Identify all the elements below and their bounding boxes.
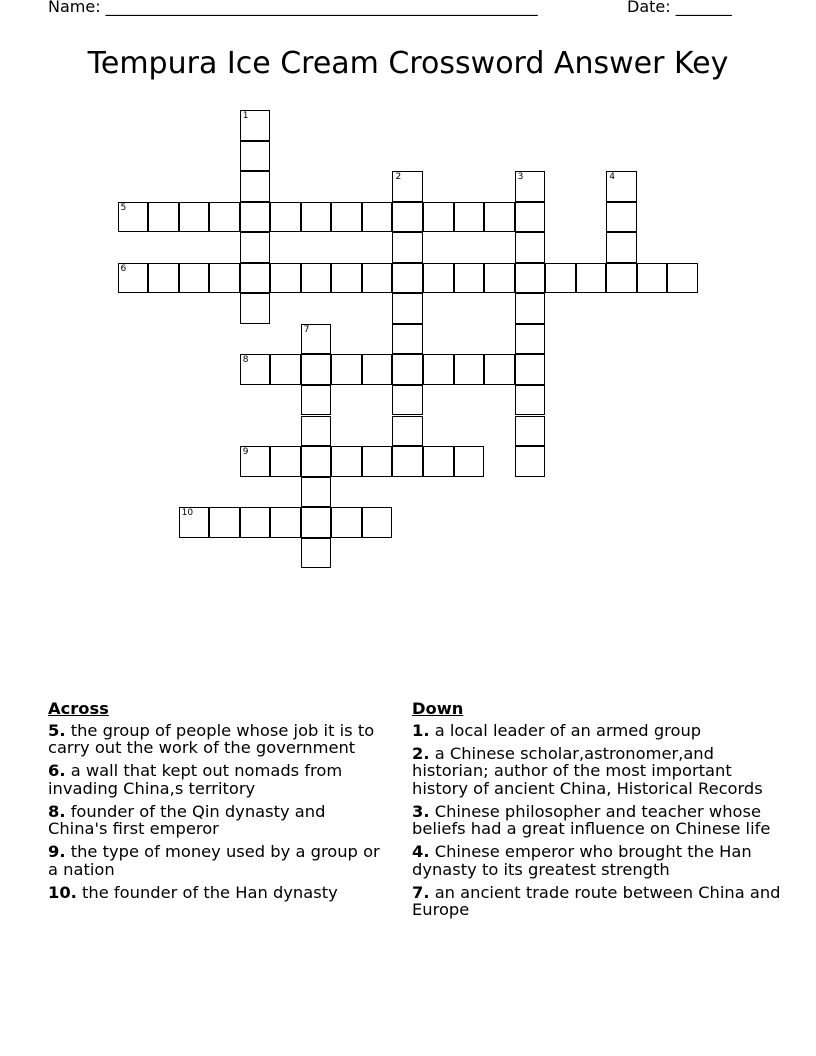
clue-number: 8. <box>48 801 66 821</box>
grid-cell <box>392 202 423 233</box>
grid-cell <box>209 263 240 294</box>
grid-cell <box>331 202 362 233</box>
date-line: Date: _______ <box>627 0 732 16</box>
clue-across-8 <box>48 803 388 838</box>
clue-number: 5. <box>48 720 66 740</box>
grid-cell <box>240 171 271 202</box>
clue-number: 4. <box>412 842 430 861</box>
clue-number: 10. <box>48 882 77 902</box>
name-line: Name: ______________________________________________________ <box>48 0 538 16</box>
cell-number: 4 <box>609 172 616 183</box>
clue-number: 7. <box>412 882 430 902</box>
clue-text: Chinese emperor who brought the Han dynasty to its greatest strength <box>412 842 752 879</box>
grid-cell <box>484 263 515 294</box>
clue-text: the type of money used by a group or a nation <box>48 842 380 879</box>
grid-cell <box>392 263 423 294</box>
grid-cell <box>515 202 546 233</box>
grid-cell <box>392 171 423 202</box>
grid-cell <box>331 507 362 538</box>
grid-cell <box>392 324 423 355</box>
cell-number: 1 <box>242 111 249 121</box>
grid-cell <box>362 354 393 385</box>
grid-cell <box>331 354 362 385</box>
cell-number: 10 <box>181 508 194 519</box>
clue-number: 6. <box>48 761 66 780</box>
grid-cell <box>270 446 301 477</box>
grid-cell <box>606 263 637 294</box>
grid-cell <box>240 202 271 233</box>
grid-cell <box>576 263 607 294</box>
grid-cell <box>392 416 423 447</box>
grid-cell <box>148 202 179 233</box>
clue-text: founder of the Qin dynasty and China's first emperor <box>48 801 326 838</box>
grid-cell <box>301 507 332 538</box>
grid-cell <box>515 263 546 294</box>
grid-cell <box>301 202 332 233</box>
grid-cell <box>362 507 393 538</box>
grid-cell <box>301 477 332 508</box>
grid-cell <box>667 263 698 294</box>
clue-across-10 <box>48 884 388 902</box>
grid-cell <box>270 354 301 385</box>
grid-cell <box>392 293 423 324</box>
grid-cell <box>454 202 485 233</box>
grid-cell <box>240 263 271 294</box>
grid-cell <box>270 507 301 538</box>
cell-number: 3 <box>517 172 524 183</box>
grid-cell <box>179 507 210 538</box>
grid-cell <box>484 202 515 233</box>
grid-cell <box>301 538 332 569</box>
grid-cell <box>515 171 546 202</box>
grid-cell <box>606 232 637 263</box>
page-title: Tempura Ice Cream Crossword Answer Key <box>87 46 729 81</box>
grid-cell <box>240 141 271 172</box>
grid-cell <box>392 232 423 263</box>
grid-cell <box>423 354 454 385</box>
grid-cell <box>637 263 668 294</box>
grid-cell <box>240 446 271 477</box>
grid-cell <box>423 446 454 477</box>
clue-number: 9. <box>48 842 66 861</box>
grid-cell <box>331 446 362 477</box>
clue-down-3 <box>412 803 782 838</box>
cell-number: 8 <box>242 355 249 366</box>
down-heading: Down <box>412 699 464 718</box>
clue-down-1 <box>412 722 782 740</box>
grid-cell <box>515 385 546 416</box>
grid-cell <box>545 263 576 294</box>
grid-cell <box>423 263 454 294</box>
down-clues <box>412 700 782 924</box>
clue-down-4 <box>412 843 782 878</box>
grid-cell <box>515 416 546 447</box>
cell-number: 6 <box>120 263 127 274</box>
clue-text: a wall that kept out nomads from invading China,s territory <box>48 761 343 798</box>
grid-cell <box>515 324 546 355</box>
grid-cell <box>209 507 240 538</box>
grid-cell <box>240 232 271 263</box>
grid-cell <box>301 263 332 294</box>
cell-number: 9 <box>242 447 249 458</box>
grid-cell <box>484 354 515 385</box>
across-clues <box>48 700 388 907</box>
grid-cell <box>209 202 240 233</box>
clue-down-7 <box>412 884 782 919</box>
clue-across-6 <box>48 762 388 797</box>
clue-text: an ancient trade route between China and Europe <box>412 882 781 919</box>
clue-across-9 <box>48 843 388 878</box>
grid-cell <box>118 263 149 294</box>
cell-number: 7 <box>303 324 310 335</box>
grid-cell <box>301 385 332 416</box>
grid-cell <box>118 202 149 233</box>
grid-cell <box>240 110 271 141</box>
grid-cell <box>392 446 423 477</box>
grid-cell <box>301 416 332 447</box>
grid-cell <box>331 263 362 294</box>
grid-cell <box>240 507 271 538</box>
grid-cell <box>270 202 301 233</box>
clue-number: 2. <box>412 743 430 763</box>
clue-text: the founder of the Han dynasty <box>82 882 338 902</box>
grid-cell <box>454 354 485 385</box>
grid-cell <box>392 354 423 385</box>
grid-cell <box>240 354 271 385</box>
clue-across-5 <box>48 722 388 757</box>
grid-cell <box>515 232 546 263</box>
clue-number: 1. <box>412 720 430 740</box>
grid-cell <box>454 446 485 477</box>
grid-cell <box>148 263 179 294</box>
grid-cell <box>392 385 423 416</box>
grid-cell <box>362 263 393 294</box>
grid-cell <box>240 293 271 324</box>
grid-cell <box>454 263 485 294</box>
grid-cell <box>515 354 546 385</box>
cell-number: 5 <box>120 202 127 213</box>
clue-number: 3. <box>412 801 430 821</box>
grid-cell <box>270 263 301 294</box>
clue-down-2 <box>412 745 782 798</box>
grid-cell <box>179 263 210 294</box>
grid-cell <box>362 202 393 233</box>
grid-cell <box>301 354 332 385</box>
clue-text: a local leader of an armed group <box>434 720 702 740</box>
grid-cell <box>301 446 332 477</box>
grid-cell <box>606 171 637 202</box>
grid-cell <box>179 202 210 233</box>
clue-text: Chinese philosopher and teacher whose beliefs had a great influence on Chinese life <box>412 801 771 838</box>
grid-cell <box>606 202 637 233</box>
grid-cell <box>362 446 393 477</box>
grid-cell <box>301 324 332 355</box>
grid-cell <box>515 293 546 324</box>
across-heading: Across <box>48 699 109 718</box>
clue-text: a Chinese scholar,astronomer,and historian; author of the most important history of ancient China, Historical Records <box>412 743 763 798</box>
grid-cell <box>423 202 454 233</box>
grid-cell <box>515 446 546 477</box>
cell-number: 2 <box>395 172 402 183</box>
clue-text: the group of people whose job it is to carry out the work of the government <box>48 720 375 757</box>
